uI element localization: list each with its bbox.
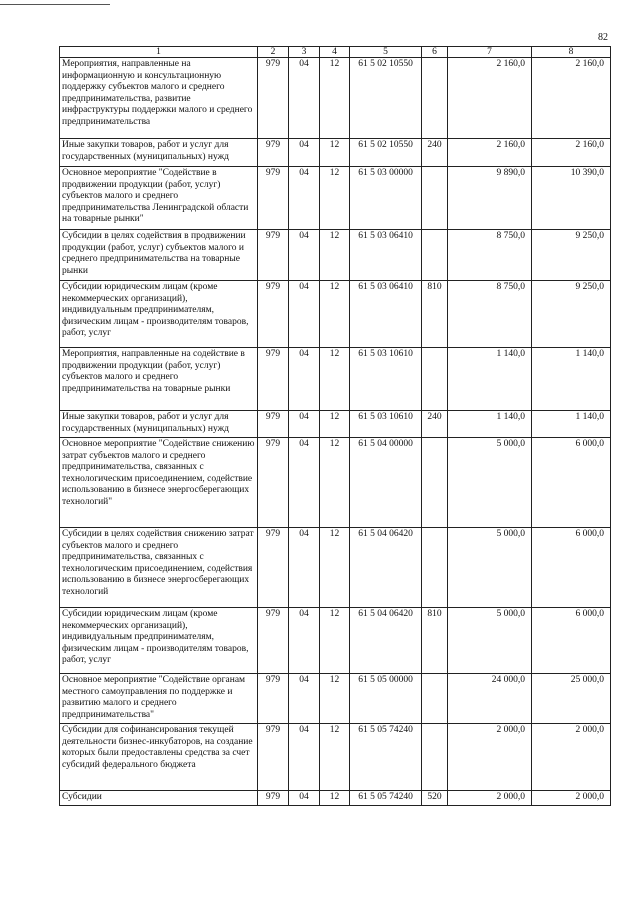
cell-amount-2: 25 000,0 <box>532 674 611 724</box>
row-name: Основное мероприятие "Содействие органам местного самоуправления по поддержке и развитию малого и среднего предпринимательства" <box>60 674 258 724</box>
cell-section: 04 <box>289 411 320 438</box>
cell-subsection: 12 <box>320 724 350 791</box>
cell-amount-1: 24 000,0 <box>448 674 532 724</box>
cell-section: 04 <box>289 139 320 167</box>
cell-target-code: 61 5 04 00000 <box>350 438 422 528</box>
cell-ministry: 979 <box>258 167 289 230</box>
cell-subsection: 12 <box>320 167 350 230</box>
cell-target-code: 61 5 03 06410 <box>350 281 422 348</box>
cell-amount-1: 8 750,0 <box>448 281 532 348</box>
cell-subsection: 12 <box>320 281 350 348</box>
cell-ministry: 979 <box>258 608 289 674</box>
cell-amount-2: 2 160,0 <box>532 139 611 167</box>
table-row <box>60 411 611 438</box>
cell-section: 04 <box>289 791 320 806</box>
table-row <box>60 438 611 528</box>
table-row <box>60 348 611 411</box>
cell-target-code: 61 5 04 06420 <box>350 608 422 674</box>
cell-amount-2: 2 000,0 <box>532 724 611 791</box>
cell-target-code: 61 5 02 10550 <box>350 139 422 167</box>
cell-section: 04 <box>289 438 320 528</box>
row-name: Субсидии в целях содействия в продвижении продукции (работ, услуг) субъектов малого и среднего предпринимательства на товарные рынки <box>60 230 258 281</box>
row-name: Основное мероприятие "Содействие в продвижении продукции (работ, услуг) субъектов малого и среднего предпринимательства Ленинградской области на товарные рынки" <box>60 167 258 230</box>
row-name: Субсидии юридическим лицам (кроме некоммерческих организаций), индивидуальным предпринимателям, физическим лицам - производителям товаров, работ, услуг <box>60 608 258 674</box>
header-rule <box>0 4 110 5</box>
header-row <box>60 47 611 58</box>
cell-section: 04 <box>289 281 320 348</box>
cell-expense-type <box>422 438 448 528</box>
cell-amount-1: 8 750,0 <box>448 230 532 281</box>
table-row <box>60 167 611 230</box>
cell-subsection: 12 <box>320 58 350 139</box>
cell-target-code: 61 5 04 06420 <box>350 528 422 608</box>
cell-subsection: 12 <box>320 791 350 806</box>
cell-amount-2: 10 390,0 <box>532 167 611 230</box>
cell-expense-type: 520 <box>422 791 448 806</box>
cell-expense-type <box>422 58 448 139</box>
cell-target-code: 61 5 03 10610 <box>350 348 422 411</box>
cell-expense-type <box>422 348 448 411</box>
row-name: Субсидии юридическим лицам (кроме некоммерческих организаций), индивидуальным предпринимателям, физическим лицам - производителям товаров, работ, услуг <box>60 281 258 348</box>
cell-subsection: 12 <box>320 348 350 411</box>
cell-section: 04 <box>289 724 320 791</box>
cell-amount-1: 5 000,0 <box>448 438 532 528</box>
cell-ministry: 979 <box>258 674 289 724</box>
cell-target-code: 61 5 03 06410 <box>350 230 422 281</box>
cell-subsection: 12 <box>320 139 350 167</box>
row-name: Мероприятия, направленные на информационную и консультационную поддержку субъектов малого и среднего предпринимательства, развитие инфраструктуры поддержки малого и среднего предпринимательства <box>60 58 258 139</box>
cell-ministry: 979 <box>258 724 289 791</box>
cell-amount-2: 1 140,0 <box>532 411 611 438</box>
cell-section: 04 <box>289 528 320 608</box>
cell-ministry: 979 <box>258 791 289 806</box>
cell-amount-2: 1 140,0 <box>532 348 611 411</box>
table-row <box>60 674 611 724</box>
cell-target-code: 61 5 03 00000 <box>350 167 422 230</box>
cell-expense-type <box>422 230 448 281</box>
cell-subsection: 12 <box>320 438 350 528</box>
cell-subsection: 12 <box>320 528 350 608</box>
cell-subsection: 12 <box>320 411 350 438</box>
row-name: Иные закупки товаров, работ и услуг для государственных (муниципальных) нужд <box>60 411 258 438</box>
cell-expense-type: 810 <box>422 281 448 348</box>
header-cell: 2 <box>258 47 289 58</box>
header-cell: 3 <box>289 47 320 58</box>
header-cell: 7 <box>448 47 532 58</box>
cell-expense-type <box>422 674 448 724</box>
cell-amount-2: 6 000,0 <box>532 608 611 674</box>
cell-amount-1: 5 000,0 <box>448 608 532 674</box>
cell-section: 04 <box>289 167 320 230</box>
cell-ministry: 979 <box>258 411 289 438</box>
cell-ministry: 979 <box>258 139 289 167</box>
row-name: Субсидии для софинансирования текущей деятельности бизнес-инкубаторов, на создание которых были предоставлены средства за счет субсидий федерального бюджета <box>60 724 258 791</box>
table-row <box>60 724 611 791</box>
cell-ministry: 979 <box>258 528 289 608</box>
cell-expense-type: 240 <box>422 139 448 167</box>
table-row <box>60 230 611 281</box>
cell-ministry: 979 <box>258 281 289 348</box>
row-name: Субсидии <box>60 791 258 806</box>
cell-expense-type <box>422 528 448 608</box>
row-name: Мероприятия, направленные на содействие в продвижении продукции (работ, услуг) субъектов малого и среднего предпринимательства на товарные рынки <box>60 348 258 411</box>
cell-ministry: 979 <box>258 348 289 411</box>
cell-target-code: 61 5 02 10550 <box>350 58 422 139</box>
cell-amount-2: 9 250,0 <box>532 281 611 348</box>
cell-section: 04 <box>289 58 320 139</box>
cell-section: 04 <box>289 674 320 724</box>
table-row <box>60 528 611 608</box>
cell-amount-2: 2 000,0 <box>532 791 611 806</box>
cell-amount-1: 2 000,0 <box>448 791 532 806</box>
header-cell: 5 <box>350 47 422 58</box>
cell-expense-type: 810 <box>422 608 448 674</box>
row-name: Иные закупки товаров, работ и услуг для государственных (муниципальных) нужд <box>60 139 258 167</box>
cell-target-code: 61 5 05 00000 <box>350 674 422 724</box>
table-row <box>60 281 611 348</box>
row-name: Субсидии в целях содействия снижению затрат субъектов малого и среднего предпринимательства, связанных с технологическим присоединением, содействия использованию в бизнесе энергосберегающих технологий <box>60 528 258 608</box>
cell-section: 04 <box>289 608 320 674</box>
cell-target-code: 61 5 05 74240 <box>350 791 422 806</box>
header-cell: 8 <box>532 47 611 58</box>
cell-amount-2: 9 250,0 <box>532 230 611 281</box>
cell-subsection: 12 <box>320 608 350 674</box>
cell-amount-1: 2 160,0 <box>448 139 532 167</box>
cell-section: 04 <box>289 230 320 281</box>
row-name: Основное мероприятие "Содействие снижению затрат субъектов малого и среднего предпринимательства, связанных с технологическим присоединением, содействие использованию в бизнесе энергосберегающих технологий" <box>60 438 258 528</box>
cell-amount-1: 2 000,0 <box>448 724 532 791</box>
header-cell: 1 <box>60 47 258 58</box>
header-cell: 4 <box>320 47 350 58</box>
cell-subsection: 12 <box>320 230 350 281</box>
cell-ministry: 979 <box>258 58 289 139</box>
budget-table <box>59 46 611 806</box>
cell-amount-1: 5 000,0 <box>448 528 532 608</box>
cell-amount-2: 2 160,0 <box>532 58 611 139</box>
table-row <box>60 58 611 139</box>
table-row <box>60 139 611 167</box>
cell-amount-2: 6 000,0 <box>532 438 611 528</box>
cell-amount-1: 1 140,0 <box>448 348 532 411</box>
cell-amount-1: 2 160,0 <box>448 58 532 139</box>
cell-amount-1: 9 890,0 <box>448 167 532 230</box>
cell-amount-1: 1 140,0 <box>448 411 532 438</box>
cell-ministry: 979 <box>258 438 289 528</box>
page-number: 82 <box>598 32 608 43</box>
cell-expense-type <box>422 724 448 791</box>
cell-ministry: 979 <box>258 230 289 281</box>
cell-amount-2: 6 000,0 <box>532 528 611 608</box>
cell-section: 04 <box>289 348 320 411</box>
cell-subsection: 12 <box>320 674 350 724</box>
table-row <box>60 791 611 806</box>
cell-target-code: 61 5 05 74240 <box>350 724 422 791</box>
cell-target-code: 61 5 03 10610 <box>350 411 422 438</box>
header-cell: 6 <box>422 47 448 58</box>
cell-expense-type: 240 <box>422 411 448 438</box>
table-row <box>60 608 611 674</box>
cell-expense-type <box>422 167 448 230</box>
